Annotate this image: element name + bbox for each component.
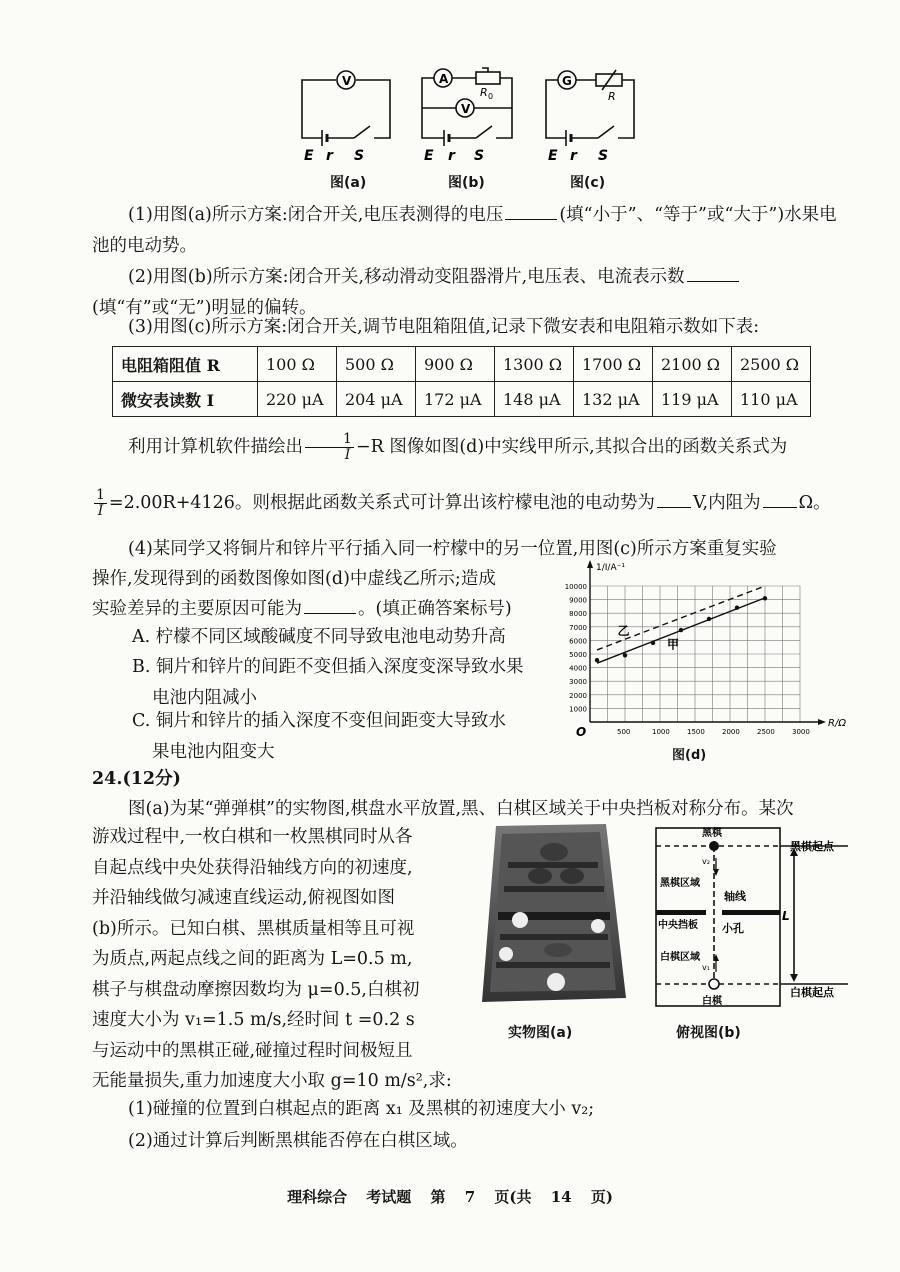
x-tick-label: 2000 — [722, 728, 740, 736]
y-tick-label: 3000 — [569, 678, 587, 687]
fig-b-caption: 图(b) — [448, 175, 485, 191]
answer-blank[interactable] — [304, 599, 356, 614]
x-tick-label: 1500 — [687, 728, 705, 736]
svg-text:E: E — [548, 148, 558, 164]
question-1: (1)用图(a)所示方案:闭合开关,电压表测得的电压 (填“小于”、“等于”或“大于”)水果电池的电动势。 — [92, 205, 837, 256]
data-point — [623, 653, 627, 657]
fraction: $\frac{1}{I}$ — [96, 487, 105, 519]
question-3-intro: (3)用图(c)所示方案:闭合开关,调节电阻箱阻值,记录下微安表和电阻箱示数如下表: — [128, 317, 760, 337]
question-24-sub2: (2)通过计算后判断黑棋能否停在白棋区域。 — [128, 1131, 468, 1151]
x-tick-label: 1000 — [652, 728, 670, 736]
question-3-text: 利用计算机软件描绘出 $\frac{1}{I}$ −R 图像如图(d)中实线甲所示,其拟合出的函数关系式为 — [128, 431, 788, 463]
question-4-line3: 实验差异的主要原因可能为 。(填正确答案标号) — [92, 599, 512, 619]
circuit-diagram-a — [298, 66, 398, 166]
answer-blank[interactable] — [763, 493, 797, 508]
data-point — [651, 641, 655, 645]
y-tick-label: 9000 — [569, 596, 587, 605]
photo-caption: 实物图(a) — [508, 1025, 573, 1041]
table-row: 微安表读数 I 220 μA 204 μA 172 μA 148 μA 132 μA 119 μA 110 μA — [113, 382, 811, 417]
svg-text:中央挡板: 中央挡板 — [658, 920, 698, 931]
answer-blank[interactable] — [657, 493, 691, 508]
page-footer: 理科综合 考试题 第 7 页(共 14 页) — [287, 1188, 613, 1206]
svg-text:白棋起点: 白棋起点 — [790, 986, 834, 999]
svg-text:白棋: 白棋 — [702, 996, 722, 1007]
svg-text:G: G — [562, 74, 572, 88]
svg-text:v₁: v₁ — [702, 963, 710, 972]
question-24-intro: 图(a)为某“弹弹棋”的实物图,棋盘水平放置,黑、白棋区域关于中央挡板对称分布。某次 — [128, 799, 794, 819]
graph-d — [552, 560, 862, 770]
x-tick-label: 3000 — [792, 728, 810, 736]
y-tick-label: 2000 — [569, 691, 587, 700]
svg-text:R: R — [608, 90, 616, 103]
fig-a-caption: 图(a) — [330, 175, 367, 191]
y-tick-label: 10000 — [564, 583, 587, 591]
data-point — [595, 658, 599, 662]
x-tick-label: 2500 — [757, 728, 775, 736]
question-24-line: (b)所示。已知白棋、黑棋质量相等且可视 — [92, 918, 415, 939]
question-24-line: 自起点线中央处获得沿轴线方向的初速度, — [92, 857, 413, 878]
fraction: $\frac{1}{I}$ — [305, 432, 354, 463]
x-axis-arrow — [818, 719, 826, 725]
y-tick-label: 8000 — [569, 610, 587, 619]
data-point — [707, 617, 711, 621]
fig-c-caption: 图(c) — [570, 175, 606, 191]
top-view-diagram — [650, 822, 860, 1012]
question-24-line: 速度大小为 v₁=1.5 m/s,经时间 t =0.2 s — [92, 1010, 415, 1030]
origin-label: O — [576, 725, 587, 739]
question-24-line: 棋子与棋盘动摩擦因数均为 μ=0.5,白棋初 — [92, 979, 420, 1000]
svg-text:0: 0 — [488, 92, 494, 101]
answer-blank[interactable] — [687, 267, 739, 282]
question-4-line2: 操作,发现得到的函数图像如图(d)中虚线乙所示;造成 — [92, 569, 496, 589]
y-axis-label: 1/I/A⁻¹ — [596, 563, 625, 573]
circuit-diagram-c — [542, 66, 642, 166]
y-axis-arrow — [587, 560, 593, 568]
svg-text:S: S — [598, 148, 609, 164]
data-point — [735, 606, 739, 610]
svg-text:S: S — [474, 148, 485, 164]
svg-text:R: R — [480, 86, 488, 99]
svg-text:v₂: v₂ — [702, 857, 710, 866]
y-tick-label: 5000 — [569, 651, 587, 659]
svg-text:r: r — [570, 148, 577, 164]
question-24-body — [92, 822, 472, 1097]
question-24-line: 游戏过程中,一枚白棋和一枚黑棋同时从各 — [92, 827, 413, 847]
circuit-diagram-b — [418, 64, 518, 166]
svg-text:E: E — [424, 148, 434, 164]
svg-text:黑棋起点: 黑棋起点 — [790, 840, 834, 853]
game-board-photo — [478, 822, 628, 1012]
series-label-yi: 乙 — [617, 623, 630, 638]
svg-text:小孔: 小孔 — [722, 922, 744, 935]
option-b[interactable]: B. 铜片和锌片的间距不变但插入深度变深导致水果 电池内阻减小 — [132, 657, 524, 708]
svg-text:白棋区域: 白棋区域 — [660, 952, 700, 963]
meter-v-label: V — [342, 74, 352, 88]
svg-text:L: L — [782, 909, 790, 923]
question-24-line: 与运动中的黑棋正碰,碰撞过程时间极短且 — [92, 1040, 413, 1061]
top-view-caption: 俯视图(b) — [676, 1025, 741, 1041]
data-point — [679, 628, 683, 632]
svg-text:轴线: 轴线 — [724, 890, 746, 903]
y-tick-label: 1000 — [569, 705, 587, 714]
graph-d-caption: 图(d) — [672, 748, 707, 763]
data-table — [112, 346, 811, 417]
question-24-sub1: (1)碰撞的位置到白棋起点的距离 x₁ 及黑棋的初速度大小 v₂; — [128, 1099, 595, 1119]
question-24-line: 无能量损失,重力加速度大小取 g=10 m/s²,求: — [92, 1071, 452, 1091]
question-24-line: 并沿轴线做匀减速直线运动,俯视图如图 — [92, 888, 396, 908]
option-a[interactable]: A. 柠檬不同区域酸碱度不同导致电池电动势升高 — [132, 627, 506, 647]
question-4-line1: (4)某同学又将铜片和锌片平行插入同一柠檬中的另一位置,用图(c)所示方案重复实验 — [128, 539, 777, 559]
x-axis-label: R/Ω — [828, 718, 846, 729]
svg-text:S: S — [354, 148, 365, 164]
svg-text:黑棋区域: 黑棋区域 — [660, 878, 700, 889]
svg-text:黑棋: 黑棋 — [702, 828, 722, 839]
y-tick-label: 6000 — [569, 637, 587, 646]
svg-text:A: A — [439, 72, 449, 86]
svg-text:E: E — [304, 148, 314, 164]
svg-text:r: r — [448, 148, 455, 164]
answer-blank[interactable] — [505, 205, 557, 220]
question-2: (2)用图(b)所示方案:闭合开关,移动滑动变阻器滑片,电压表、电流表示数(填“有”或“无”)明显的偏转。 — [92, 262, 852, 324]
svg-text:V: V — [461, 102, 471, 116]
y-tick-label: 4000 — [569, 664, 587, 673]
data-point — [763, 596, 767, 600]
series-label-jia: 甲 — [667, 637, 680, 652]
question-3-formula: $\frac{1}{I}$ =2.00R+4126。则根据此函数关系式可计算出该柠檬电池的电动势为 V,内阻为 Ω。 — [96, 487, 831, 519]
question-24-line: 为质点,两起点线之间的距离为 L=0.5 m, — [92, 949, 413, 969]
question-24-title: 24.(12分) — [92, 769, 181, 789]
svg-text:r: r — [326, 148, 333, 164]
option-c[interactable]: C. 铜片和锌片的插入深度不变但间距变大导致水 果电池内阻变大 — [132, 711, 506, 762]
y-tick-label: 7000 — [569, 623, 587, 632]
x-tick-label: 500 — [617, 728, 631, 736]
table-row: 电阻箱阻值 R 100 Ω 500 Ω 900 Ω 1300 Ω 1700 Ω 2100 Ω 2500 Ω — [113, 347, 811, 382]
